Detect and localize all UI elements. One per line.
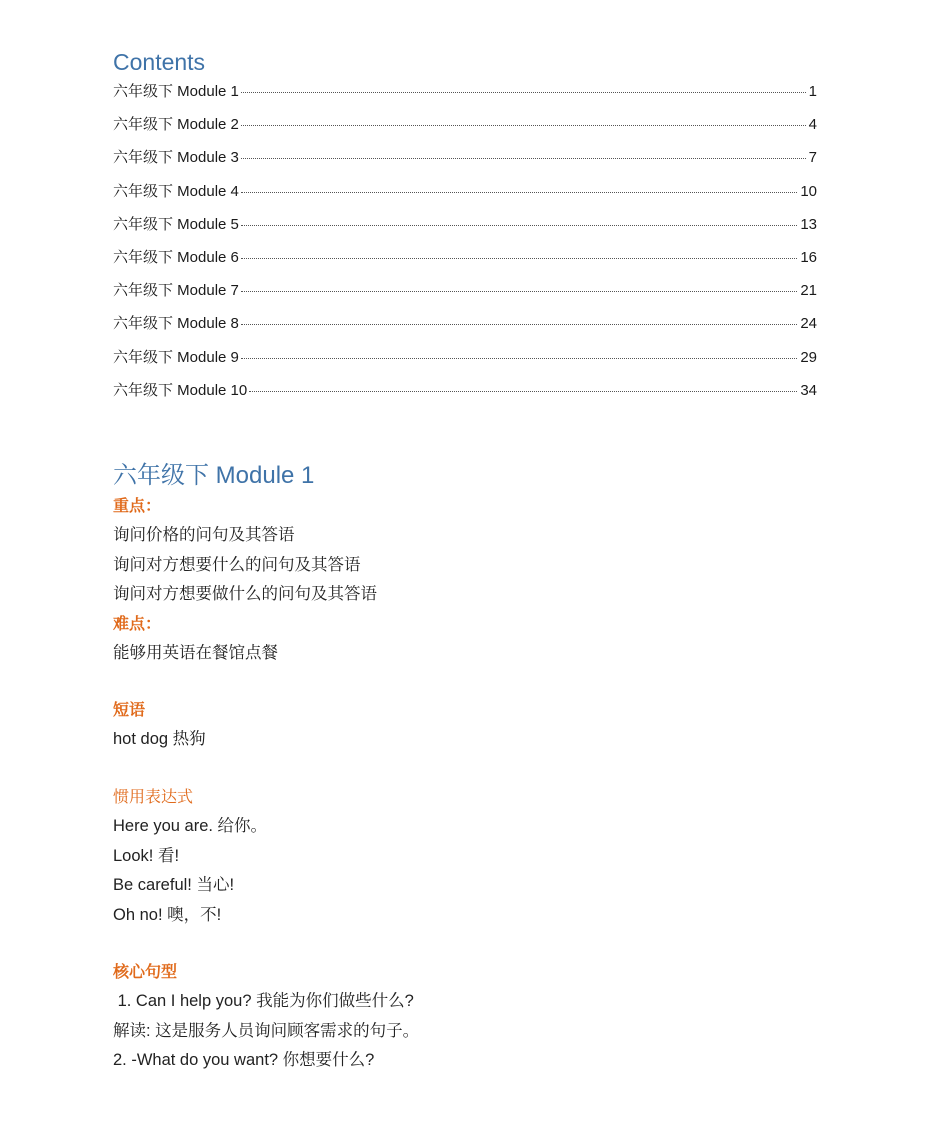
toc-entry-page: 29 <box>800 348 817 366</box>
toc-leader-dots <box>241 91 806 93</box>
sentence-item: 2. -What do you want? 你想要什么? <box>113 1051 375 1069</box>
expressions-heading: 惯用表达式 <box>113 789 194 806</box>
key-point-item: 询问对方想要什么的问句及其答语 <box>113 555 361 574</box>
toc-entry-label: 六年级下 Module 5 <box>113 215 239 233</box>
toc-entry-page: 7 <box>808 149 817 167</box>
toc-entry[interactable] <box>113 346 817 379</box>
toc-entry[interactable] <box>113 312 817 345</box>
toc-leader-dots <box>241 290 797 292</box>
toc-leader-dots <box>241 124 806 126</box>
toc-entry[interactable] <box>113 379 817 412</box>
toc-leader-dots <box>249 390 797 392</box>
expression-item: Be careful! 当心! <box>113 876 235 894</box>
toc-leader-dots <box>241 224 797 226</box>
phrases-heading: 短语 <box>113 702 146 719</box>
phrase-item: hot dog 热狗 <box>113 730 206 748</box>
difficult-item: 能够用英语在餐馆点餐 <box>113 643 278 662</box>
toc-entry-page: 21 <box>800 282 817 300</box>
toc-entry[interactable] <box>113 213 817 246</box>
toc-entry-page: 24 <box>800 315 817 333</box>
toc-entry[interactable] <box>113 113 817 146</box>
toc-entry-page: 1 <box>808 83 817 100</box>
toc-entry-page: 34 <box>800 381 817 399</box>
toc-leader-dots <box>241 323 797 325</box>
toc-entry[interactable] <box>113 146 817 179</box>
difficult-heading: 难点： <box>113 615 162 633</box>
toc-entry-label: 六年级下 Module 10 <box>113 381 248 399</box>
toc-entry-page: 10 <box>800 182 817 200</box>
sentences-heading: 核心句型 <box>113 964 178 981</box>
toc-leader-dots <box>241 157 806 159</box>
toc-leader-dots <box>241 357 797 359</box>
key-point-item: 询问价格的问句及其答语 <box>113 526 295 544</box>
toc-entry[interactable] <box>113 246 817 279</box>
toc-entry-label: 六年级下 Module 6 <box>113 248 239 266</box>
toc-entry-label: 六年级下 Module 9 <box>113 348 239 366</box>
toc-entry-page: 13 <box>800 215 817 233</box>
toc-title: Contents <box>113 49 206 75</box>
expression-item: Here you are. 给你。 <box>113 817 268 835</box>
key-points-section <box>113 492 833 668</box>
toc-entry-label: 六年级下 Module 7 <box>113 282 239 300</box>
toc-entry-label: 六年级下 Module 4 <box>113 182 239 200</box>
toc-entry-label: 六年级下 Module 2 <box>113 116 239 134</box>
toc-entry-page: 16 <box>800 248 817 266</box>
core-sentences-section <box>113 958 833 1076</box>
toc-leader-dots <box>241 191 797 193</box>
expressions-section <box>113 783 833 930</box>
toc-entry-page: 4 <box>808 116 817 134</box>
table-of-contents <box>113 80 817 412</box>
sentence-item: 解读: 这是服务人员询问顾客需求的句子。 <box>113 1021 420 1040</box>
toc-entry[interactable] <box>113 80 817 113</box>
toc-entry-label: 六年级下 Module 1 <box>113 83 239 100</box>
toc-entry-label: 六年级下 Module 3 <box>113 149 239 167</box>
sentence-item: 1. Can I help you? 我能为你们做些什么? <box>113 992 414 1010</box>
toc-entry-label: 六年级下 Module 8 <box>113 315 239 333</box>
key-points-heading: 重点： <box>113 498 162 515</box>
toc-entry[interactable] <box>113 279 817 312</box>
phrases-section <box>113 696 833 755</box>
toc-leader-dots <box>241 257 797 259</box>
expression-item: Look! 看! <box>113 846 180 865</box>
toc-entry[interactable] <box>113 180 817 213</box>
expression-item: Oh no! 噢，不! <box>113 905 222 924</box>
key-point-item: 询问对方想要做什么的问句及其答语 <box>113 585 377 603</box>
module-title: 六年级下 Module 1 <box>113 462 315 489</box>
